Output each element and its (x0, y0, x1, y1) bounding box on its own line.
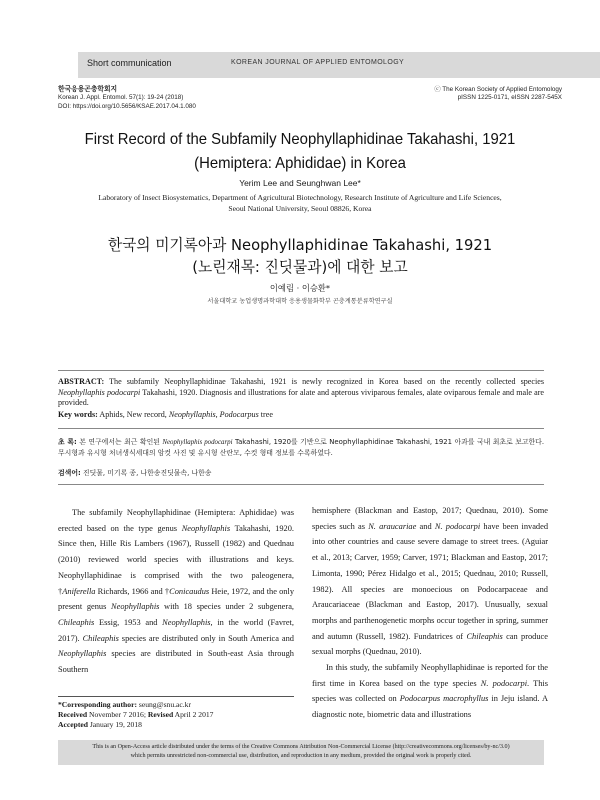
revised-label: Revised (147, 710, 174, 719)
license-line-2: which permits unrestricted non-commercial use, distribution, and reproduction in any medium, provided the original work is properly cited. (130, 753, 472, 759)
affiliation (60, 193, 540, 214)
genus-name: Neophyllaphis (181, 523, 231, 533)
body-text: species are distributed in South-east Asia through Southern (58, 649, 294, 675)
citation-block (58, 86, 196, 111)
received-label: Received (58, 710, 88, 719)
title-line-1: First Record of the Subfamily Neophyllaphidinae Takahashi, 1921 (84, 131, 516, 148)
correspondence-block (58, 696, 294, 730)
body-text: Heie, 1972, and the only present genus (58, 586, 295, 612)
keywords-genus-2: Podocarpus (219, 410, 259, 419)
keywords-text-1: Aphids, New record, (97, 410, 169, 419)
corresponding-label: *Corresponding author: (58, 700, 137, 709)
citation: Korean J. Appl. Entomol. 57(1): 19-24 (2018) (58, 94, 184, 102)
keywords-korean (58, 467, 544, 477)
body-paragraph (58, 505, 294, 678)
genus-name: Aniferella (62, 586, 96, 596)
abstract-text-1: The subfamily Neophyllaphidinae Takahashi, 1921 is newly recognized in Korea based on the recently collected species (104, 377, 544, 386)
body-text: and (416, 521, 435, 531)
abstract-label: ABSTRACT: (58, 377, 105, 386)
received-date: November 7 2016; (87, 710, 148, 719)
body-text: with 18 species under 2 subgenera, (159, 602, 294, 612)
keywords-ko-text: 진딧물, 미기록 종, 나한송진딧물속, 나한송 (80, 469, 212, 477)
keywords-genus-1: Neophyllaphis (168, 410, 216, 419)
abstract-ko-text-1: 본 연구에서는 최근 확인된 (76, 438, 163, 446)
journal-banner: KOREAN JOURNAL OF APPLIED ENTOMOLOGY (231, 59, 405, 66)
body-text: In this study, the subfamily Neophyllaphidinae is reported for the first time in Korea based on the type species (312, 663, 548, 688)
license-line-1: This is an Open-Access article distributed under the terms of the Creative Commons Attribution Non-Commercial License (http://creativecommons.org/licenses/by-nc/3.0) (92, 744, 510, 750)
copyright-block (434, 86, 562, 103)
issn: pISSN 1225-0171, eISSN 2287-545X (457, 94, 562, 102)
species-name: N. podocarpi (480, 678, 528, 688)
keywords-label: Key words: (58, 410, 98, 419)
abstract (58, 377, 544, 409)
copyright: ⓒ The Korean Society of Applied Entomology (434, 86, 562, 93)
header-bar (78, 52, 600, 78)
genus-name: Neophyllaphis (162, 617, 211, 627)
license-notice (58, 740, 544, 765)
genus-name: Neophyllaphis (111, 602, 160, 612)
body-text: Essig, 1953 and (94, 617, 163, 627)
abstract-top-rule (58, 370, 544, 371)
body-text: Takahashi, 1920. Since then, Hille Ris Lambers (1967), Russell (1982) and Quednau (2010) reviewed world species with illustrations and keys. Neophyllaphidinae is comprised with the two paleogenera, † (58, 523, 294, 596)
title-ko-line-2: (노린재목: 진딧물과)에 대한 보고 (192, 258, 408, 276)
abstract-ko-label: 초 록: (58, 438, 77, 446)
abstract-korean (58, 437, 544, 459)
authors: Yerim Lee and Seunghwan Lee* (239, 178, 361, 188)
keywords-text-2: tree (258, 410, 273, 419)
body-text: . This species was collected on (312, 678, 548, 704)
body-text: Richards, 1966 and † (95, 586, 170, 596)
affiliation-line-2: Seoul National University, Seoul 08826, Korea (228, 203, 372, 213)
keywords-sep: , (215, 410, 220, 419)
section-label: Short communication (87, 58, 172, 68)
abstract-text-2: Takahashi, 1920. Diagnosis and illustrations for alate and apterous viviparous females, alate oviparous female and male are provided. (58, 387, 544, 408)
article-title-korean (15, 234, 585, 278)
doi-link[interactable]: DOI: https://doi.org/10.5656/KSAE.2017.04.1.080 (58, 102, 196, 110)
abstract-ko-text-2: Takahashi, 1920를 기반으로 Neophyllaphidinae Takahashi, 1921 아과를 국내 최초로 보고한다. 무시형과 유시형 처녀생식세대의 암컷 사진 및 유시형 산란모, 수컷 형태 정보를 수록하였다. (58, 438, 545, 458)
body-text: hemisphere (Blackman and Eastop, 2017; Quednau, 2010). Some species such as (312, 506, 548, 531)
abstract-mid-rule (58, 428, 544, 429)
body-text: in Jeju island. A diagnostic note, biometric data and illustrations (312, 694, 548, 720)
species-name: Podocarpus macrophyllus (399, 694, 489, 704)
genus-name: Chileaphis (58, 617, 95, 627)
authors-korean: 이예림 · 이승환* (269, 283, 331, 293)
genus-name: Chileaphis (82, 633, 119, 643)
body-text: can produce sexual morphs (Quednau, 2010). (312, 631, 548, 657)
article-title (21, 128, 579, 176)
body-column-right (312, 503, 548, 723)
revised-date: April 2 2017 (173, 710, 214, 719)
body-paragraph (312, 660, 548, 723)
body-text: The subfamily Neophyllaphidinae (Hemiptera: Aphididae) was erected based on the type genus (58, 508, 294, 533)
accepted-label: Accepted (58, 720, 88, 729)
title-line-2: (Hemiptera: Aphididae) in Korea (194, 155, 406, 172)
corresponding-email[interactable]: seung@snu.ac.kr (136, 700, 192, 709)
abstract-species: Neophyllaphis podocarpi (58, 387, 141, 397)
body-text: , in the world (Favret, 2017). (58, 617, 294, 643)
journal-korean-name: 한국응용곤충학회지 (58, 86, 118, 93)
keywords (58, 410, 544, 419)
affiliation-line-1: Laboratory of Insect Biosystematics, Department of Agricultural Biotechnology, Research Institute of Agriculture and Life Sciences, (98, 193, 502, 202)
abstract-bottom-rule (58, 484, 544, 485)
genus-name: Conicaudus (169, 586, 210, 596)
keywords-ko-label: 검색어: (58, 469, 81, 477)
genus-name: Neophyllaphis (58, 649, 107, 659)
body-paragraph (312, 503, 548, 660)
title-ko-line-1: 한국의 미기록아과 Neophyllaphidinae Takahashi, 1921 (107, 236, 493, 254)
abstract-ko-species: Neophyllaphis podocarpi (162, 439, 233, 446)
body-text: have been invaded into other countries and cause severe damage to street trees. (Aguiar et al., 2013; Carver, 1959; Carver, 1971; Blackman and Eastop, 2017; Limonta, 1990; Pérez Hidalgo et al., 2015; Quednau, 2010; Russell, 1982). All species are monoecious on Podocarpaceae and Araucariaceae (Blackman and Eastop, 2017). Unusually, sexual morphs and parthenogenetic morphs occur together in spring, summer and autumn (Russell, 1982). Fundatrices of (312, 521, 549, 641)
accepted-date: January 19, 2018 (87, 720, 142, 729)
species-name: N. podocarpi (434, 521, 481, 531)
species-name: N. araucariae (368, 521, 417, 531)
body-text: species are distributed only in South America and (118, 633, 294, 643)
affiliation-korean: 서울대학교 농업생명과학대학 응용생물화학부 곤충계통분류학연구실 (207, 298, 393, 305)
body-column-left (58, 505, 294, 678)
genus-name: Chileaphis (466, 631, 503, 641)
